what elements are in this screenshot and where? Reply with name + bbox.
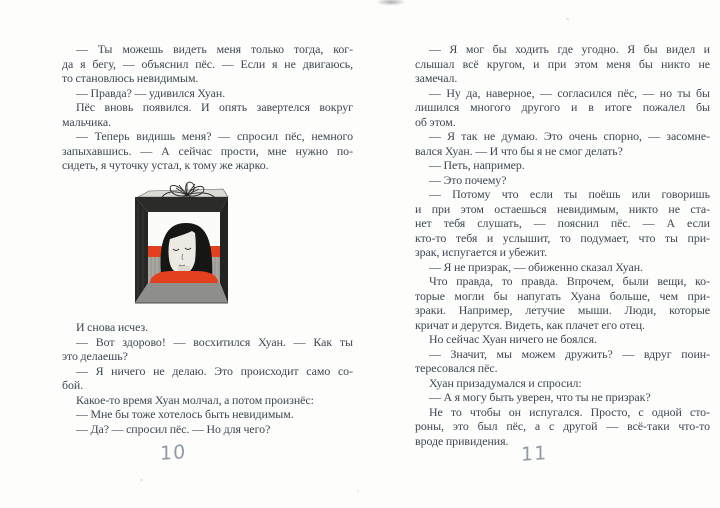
red-sweater — [150, 271, 218, 283]
text-line: мальчика. — [62, 114, 112, 129]
text-line: зрак, испугается и убежит. — [415, 245, 548, 259]
text-line: Но сейчас Хуан ничего не боялся. — [429, 332, 597, 346]
text-line: — Я не призрак, — обиженно сказал Хуан. — [429, 259, 643, 274]
text-line: — Я ничего не делаю. Это происходит само со- — [76, 363, 353, 378]
text-line: Хуан призадумался и спросил: — [429, 375, 582, 390]
text-line: — Я мог бы ходить где угодно. Я бы видел и — [429, 42, 710, 56]
text-line: — А я могу быть уверен, что ты не призрак? — [429, 390, 651, 404]
text-line: и при этом остаешься невидимым, никто не ста- — [415, 201, 710, 216]
text-line: то становлюсь невидимым. — [62, 71, 199, 85]
page-number-right: 11 — [521, 442, 548, 466]
framed-portrait-illustration — [134, 179, 230, 306]
text-line: бой. — [62, 378, 84, 392]
text-line: Пёс вновь появился. И опять завертелся вокруг — [76, 100, 353, 114]
left-page-text-bottom — [62, 320, 353, 436]
text-line: замечал. — [415, 71, 458, 85]
text-line: это делаешь? — [62, 349, 128, 363]
text-line: Что правда, то правда. Впрочем, были вещи, ко- — [429, 274, 710, 288]
text-line: зраки. Например, летучие мыши. Люди, которые — [415, 303, 710, 317]
text-line: слышал всё кругом, и при этом меня бы никто не — [415, 56, 710, 71]
text-line: лишился многого другого и в итоге пожалел бы — [415, 100, 710, 114]
right-page-text — [415, 42, 710, 448]
scan-smudge — [376, 0, 406, 6]
text-line: нет тебя слушать, — пояснил пёс. — А если — [415, 216, 710, 230]
scan-speck — [566, 18, 569, 20]
text-line: — Правда? — удивился Хуан. — [76, 85, 226, 100]
text-line: — Мне бы тоже хотелось быть невидимым. — [76, 407, 294, 421]
text-line: — Значит, мы можем дружить? — вдруг поин- — [429, 346, 710, 361]
text-line: Какое-то время Хуан молчал, а потом произнёс: — [76, 392, 314, 407]
text-line: — Теперь видишь меня? — спросил пёс, немного — [76, 129, 353, 143]
text-line: И снова исчез. — [76, 320, 149, 334]
text-line: Не то чтобы он испугался. Просто, с одной сто- — [429, 404, 710, 419]
text-line: сидеть, я чуточку устал, к тому же жарко. — [62, 158, 269, 172]
text-line: торые могли бы напугать Хуана больше, чем при- — [415, 288, 710, 303]
text-line: — Ну да, наверное, — согласился пёс, — но ты бы — [429, 85, 710, 100]
page-number-left: 10 — [160, 441, 187, 465]
text-line: кричат и дерутся. Видеть, как плачет его отец. — [415, 317, 645, 332]
text-line: — Вот здорово! — восхитился Хуан. — Как ты — [76, 334, 353, 349]
text-line: роны, это был пёс, а с другой — всё-таки что-то — [415, 419, 710, 433]
text-line: вался Хуан. — И что бы я не смог делать? — [415, 143, 623, 158]
text-line: — Потому что если ты поёшь или говоришь — [429, 187, 710, 201]
text-line: — Это почему? — [429, 172, 507, 187]
scan-speck — [140, 479, 143, 481]
text-line: да я бегу, — объяснил пёс. — Если я не двигаюсь, — [62, 56, 353, 71]
text-line: — Петь, например. — [429, 158, 525, 172]
text-line: тересовался пёс. — [415, 361, 498, 375]
text-line: вроде привидения. — [415, 433, 509, 448]
text-line: — Ты можешь видеть меня только тогда, ког- — [76, 42, 353, 56]
text-line: об этом. — [415, 114, 456, 129]
text-line: — Я так не думаю. Это очень спорно, — засомне- — [429, 129, 710, 143]
text-line: — Да? — спросил пёс. — Но для чего? — [76, 421, 271, 436]
text-line: кто-то тебя и услышит, то подумает, что ты при- — [415, 230, 710, 245]
text-line: запыхавшись. — А сейчас прости, мне нужно по- — [62, 143, 353, 158]
scan-speck — [357, 490, 359, 492]
woman-portrait — [148, 212, 220, 283]
left-page-text-top — [62, 42, 353, 173]
